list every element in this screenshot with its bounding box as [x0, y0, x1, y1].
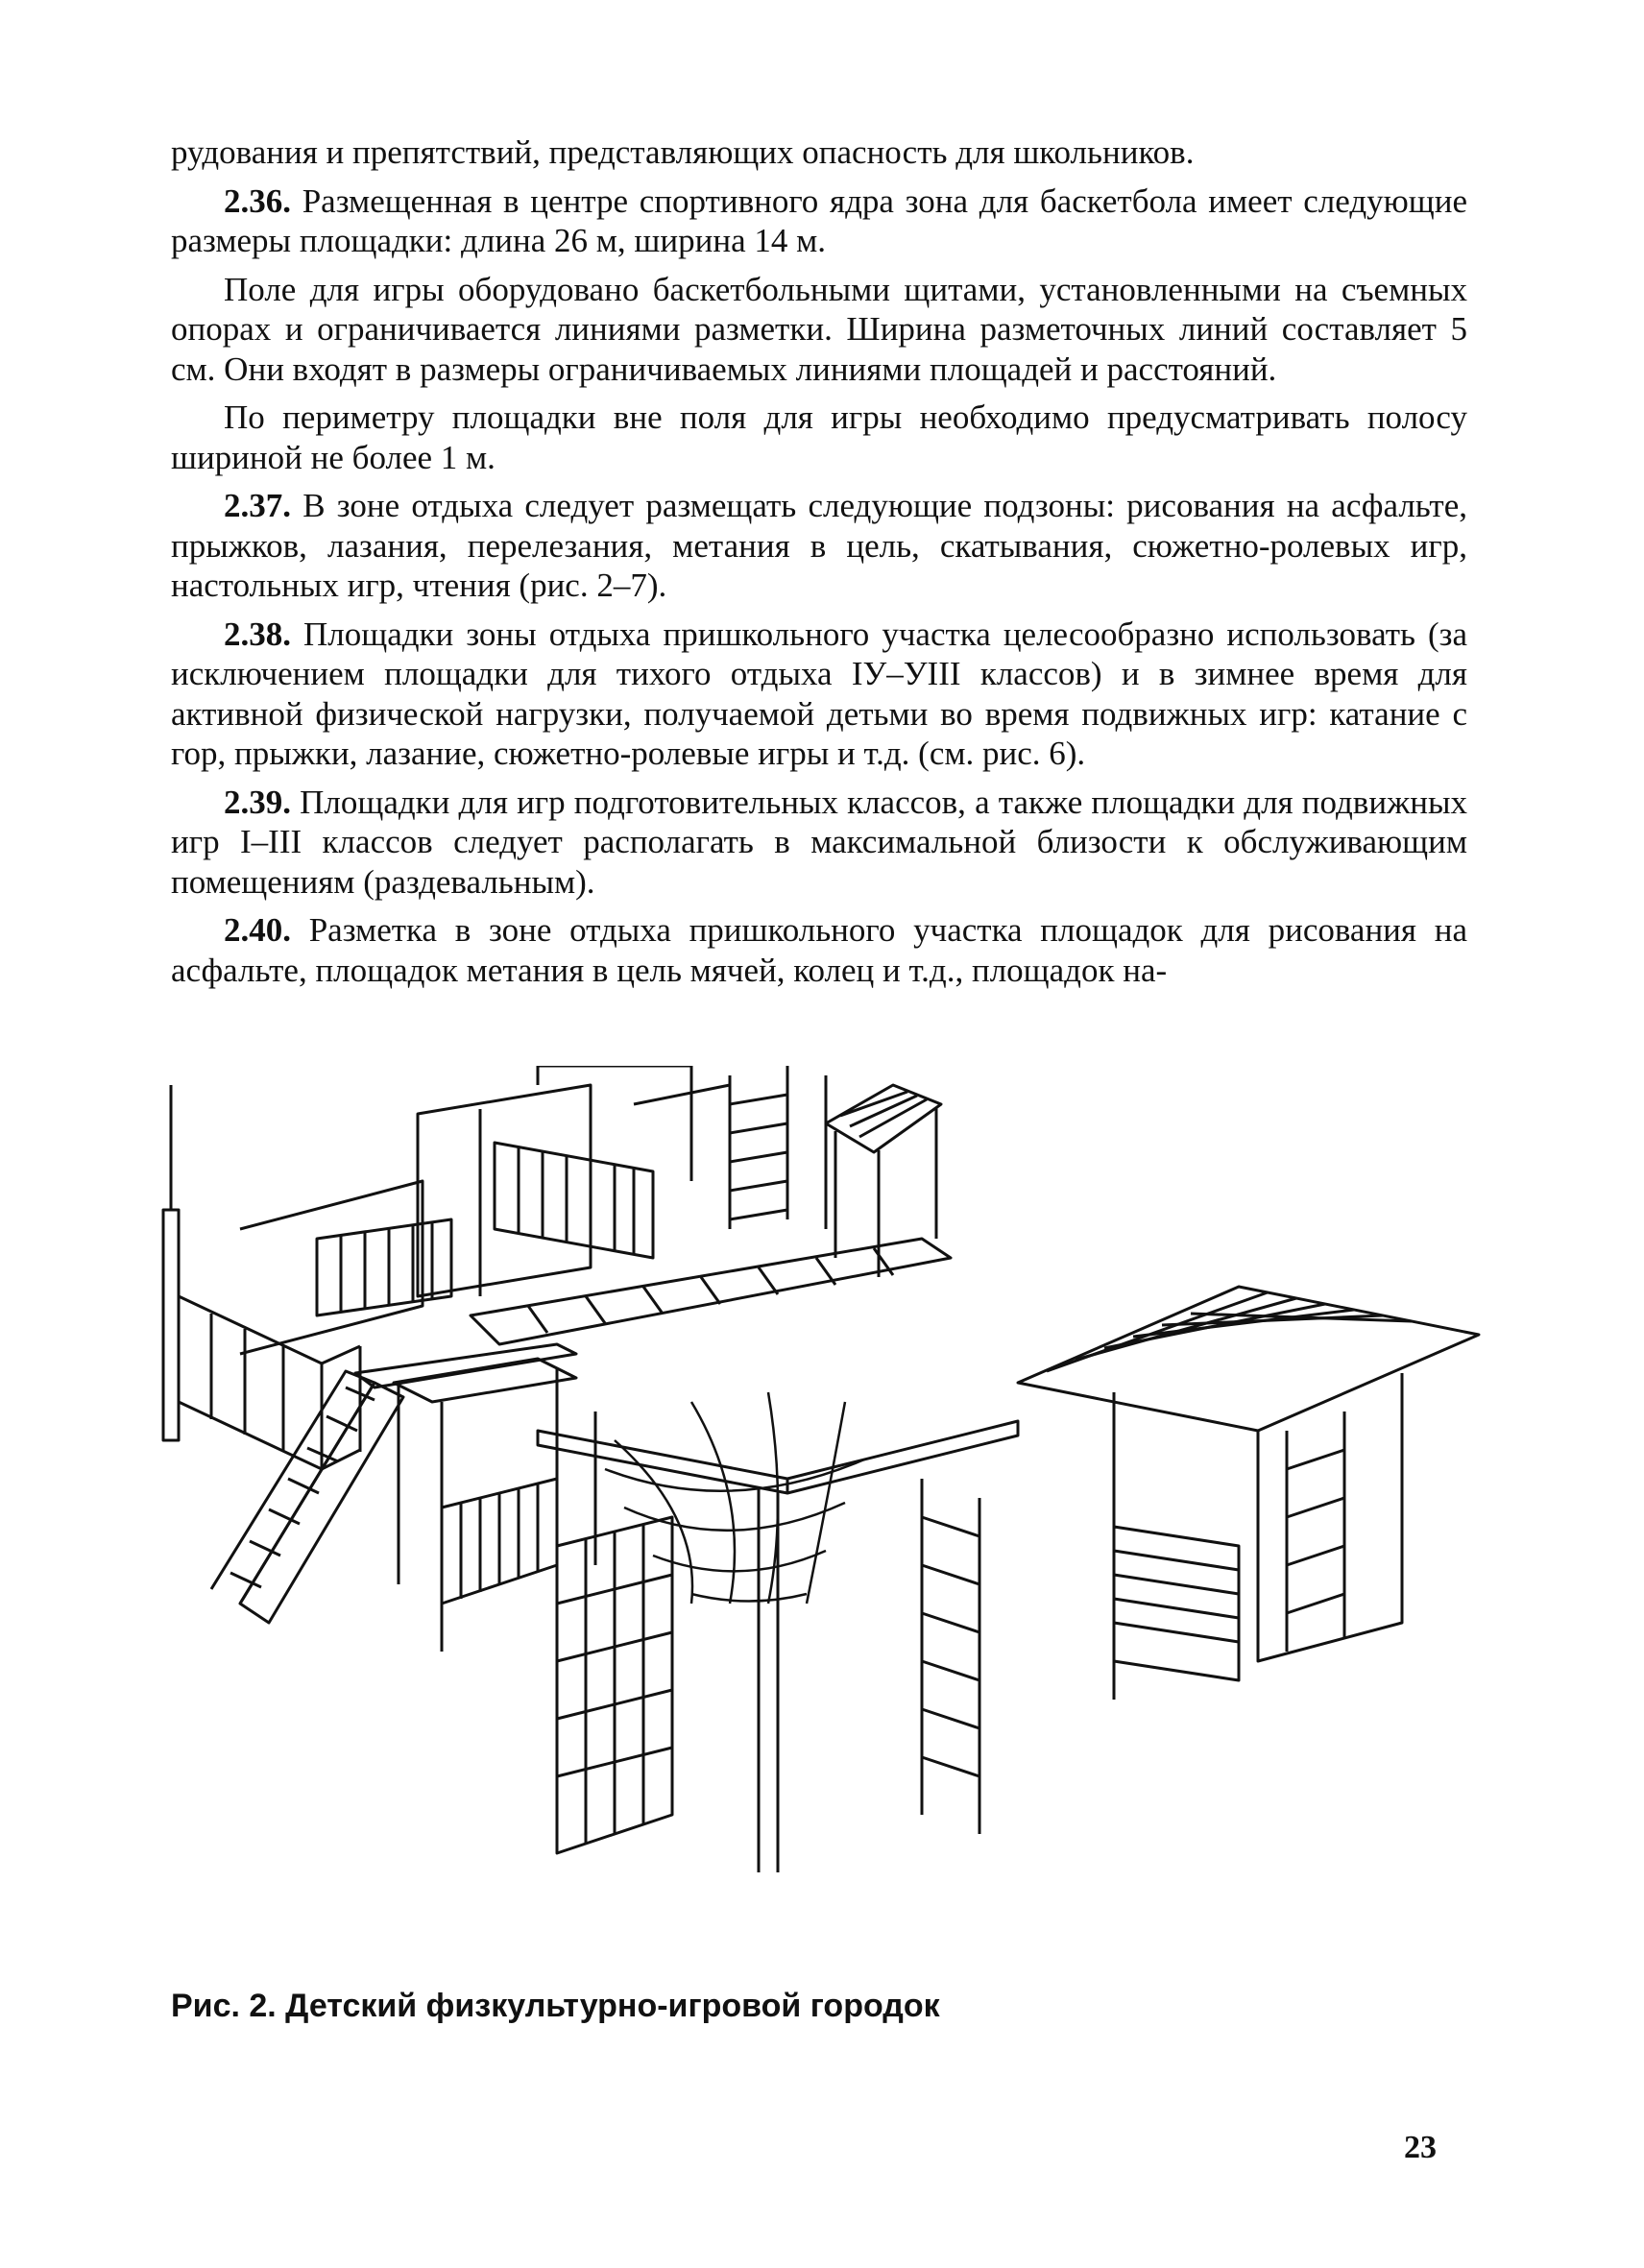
page-number: 23: [1404, 2130, 1437, 2165]
staircase: [211, 1371, 403, 1623]
paragraph-court-field: [171, 270, 1467, 390]
body-text: [171, 133, 1467, 999]
left-fence: [163, 1085, 360, 1469]
paragraph-text: рудования и препятствий, представляющих опасность для школьников.: [171, 133, 1195, 171]
paragraph-2-40: [171, 910, 1467, 990]
paragraph-2-37: [171, 486, 1467, 606]
paragraph-number: 2.36.: [224, 181, 291, 220]
paragraph-number: 2.38.: [224, 615, 291, 653]
playground-illustration: [154, 1066, 1498, 1988]
central-bridge: [355, 1239, 951, 1387]
paragraph-perimeter: [171, 398, 1467, 477]
right-house: [1018, 1287, 1479, 1700]
paragraph-text: Разметка в зоне отдыха пришкольного участка площадок для рисования на асфальте, площадок метания в цель мячей, колец и т.д., площадок на-: [171, 911, 1467, 989]
paragraph-number: 2.39.: [224, 783, 291, 821]
front-left-tower: [394, 1359, 595, 1652]
front-ladder: [922, 1479, 979, 1834]
paragraph-number: 2.37.: [224, 487, 291, 524]
paragraph-continuation: [171, 133, 1467, 173]
climbing-grid: [557, 1517, 672, 1853]
paragraph-text: В зоне отдыха следует размещать следующие подзоны: рисования на асфальте, прыжков, лазания, перелезания, метания в цель, скатывания, сюжетно-ролевых игр, настольных игр, чтения (рис. 2–7).: [171, 487, 1467, 604]
paragraph-text: Размещенная в центре спортивного ядра зона для баскетбола имеет следующие размеры площадки: длина 26 м, ширина 14 м.: [171, 181, 1467, 259]
paragraph-number: 2.40.: [224, 911, 291, 949]
tower-roof: [826, 1085, 941, 1277]
paragraph-text: Площадки зоны отдыха пришкольного участка целесообразно использовать (за исключением площадки для тихого отдыха IУ–УIII классов) и в зимнее время для активной физической нагрузки, получаемой детьми во время подвижных игр: катание с гор, прыжки, лазание, сюжетно-ролевые игры и т.д. (см. рис. 6).: [171, 615, 1467, 772]
paragraph-2-39: [171, 783, 1467, 903]
paragraph-2-38: [171, 615, 1467, 774]
playground-drawing: [154, 1066, 1498, 1988]
figure-caption: Рис. 2. Детский физкультурно-игровой городок: [171, 1988, 940, 2024]
back-balcony: [317, 1143, 653, 1315]
paragraph-text: По периметру площадки вне поля для игры необходимо предусматривать полосу шириной не более 1 м.: [171, 398, 1467, 476]
paragraph-2-36: [171, 181, 1467, 261]
back-ladder: [730, 1066, 826, 1229]
paragraph-text: Площадки для игр подготовительных классов, а также площадки для подвижных игр I–III классов следует располагать в максимальной близости к обслуживающим помещениям (раздевальным).: [171, 783, 1467, 901]
paragraph-text: Поле для игры оборудовано баскетбольными щитами, установленными на съемных опорах и ограничивается линиями разметки. Ширина разметочных линий составляет 5 см. Они входят в размеры ограничиваемых линиями площадей и расстояний.: [171, 270, 1467, 388]
back-walls: [240, 1066, 730, 1354]
